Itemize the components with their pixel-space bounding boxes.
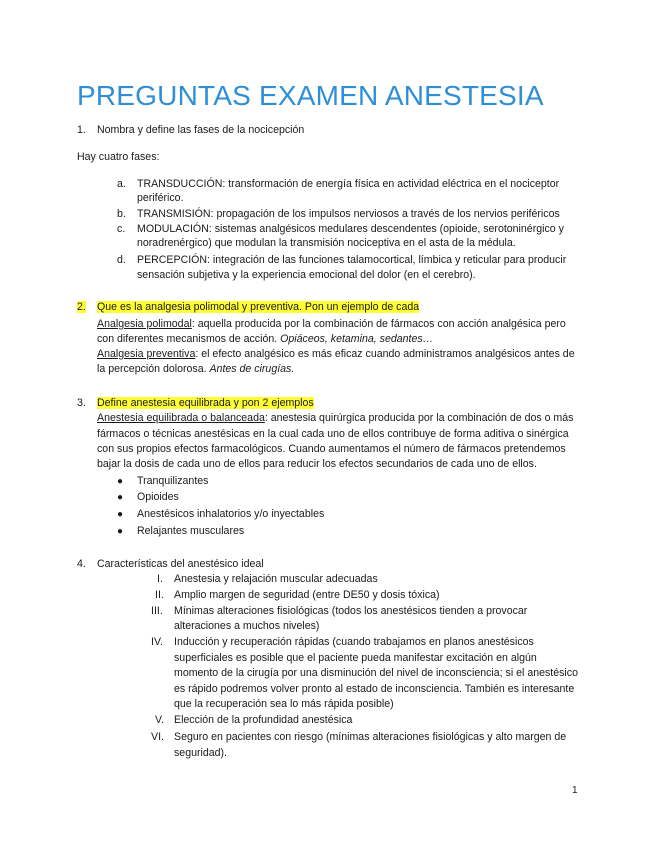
q1-item-line: TRANSMISIÓN: propagación de los impulsos nerviosos a través de los nervios periféricos xyxy=(137,208,560,220)
bullet-icon: ● xyxy=(117,492,124,503)
q2-number: 2. xyxy=(77,301,86,313)
q3-bullet-item: Relajantes musculares xyxy=(137,525,245,537)
q4-item-line: Mínimas alteraciones fisiológicas (todos los anestésicos tienden a provocar xyxy=(174,605,528,617)
q4-roman: III. xyxy=(151,605,163,617)
q2-polimodal-term: Analgesia polimodal xyxy=(97,318,192,330)
q1-item-line: PERCEPCIÓN: integración de las funciones talamocortical, límbica y reticular para producir xyxy=(137,254,567,266)
q4-item-line: Seguro en pacientes con riesgo (mínimas alteraciones fisiológicas y alto margen de xyxy=(174,731,567,743)
q3-definition-line: bajar la dosis de cada uno de ellos para reducir los efectos secundarios de cada uno de ellos. xyxy=(97,458,537,470)
q3-heading: Define anestesia equilibrada y pon 2 ejemplos xyxy=(97,397,314,409)
q2-preventiva-line2: la percepción dolorosa. Antes de cirugías. xyxy=(97,363,295,375)
q3-bullet-item: Anestésicos inhalatorios y/o inyectables xyxy=(137,508,325,520)
q1-item-letter: b. xyxy=(117,208,126,220)
page-title: PREGUNTAS EXAMEN ANESTESIA xyxy=(77,80,544,111)
q1-intro: Hay cuatro fases: xyxy=(77,151,160,163)
q2-preventiva-example: Antes de cirugías. xyxy=(209,363,295,375)
q3-bullet-item: Tranquilizantes xyxy=(137,475,209,487)
q4-item-line: es rápido podremos volver pronto al estado de inconsciencia. También es interesante xyxy=(174,683,575,695)
q4-roman: II. xyxy=(155,589,164,601)
q3-bullet-item: Opioides xyxy=(137,491,179,503)
q1-item-line: MODULACIÓN: sistemas analgésicos medulares descendentes (opioide, serotoninérgico y xyxy=(137,223,564,235)
q4-item-line: superficiales es posible que el paciente pueda manifestar excitación en algún xyxy=(174,652,537,664)
q4-item-line: seguridad). xyxy=(174,747,227,759)
q1-item-letter: c. xyxy=(117,223,126,235)
q4-item-line: Inducción y recuperación rápidas (cuando trabajamos en planos anestésicos xyxy=(174,636,534,648)
q4-item-line: que la recuperación sea lo más rápida posible) xyxy=(174,698,394,710)
q3-number: 3. xyxy=(77,397,86,409)
q4-roman: I. xyxy=(157,573,163,585)
q2-polimodal-line2: con diferentes mecanismos de acción. Opiáceos, ketamina, sedantes… xyxy=(97,333,434,345)
q1-item-letter: d. xyxy=(117,254,126,266)
q4-heading: Características del anestésico ideal xyxy=(97,558,264,570)
q4-item-line: Amplio margen de seguridad (entre DE50 y dosis tóxica) xyxy=(174,589,440,601)
q3-term: Anestesia equilibrada o balanceada xyxy=(97,412,265,424)
q3-definition-line: con sus propios efectos farmacológicos. Cuando aumentamos el número de fármacos pretendemos xyxy=(97,443,566,455)
q2-polimodal-example: Opiáceos, ketamina, sedantes… xyxy=(280,333,434,345)
q2-heading: Que es la analgesia polimodal y preventiva. Pon un ejemplo de cada xyxy=(97,301,420,313)
q1-item-line: noradrenérgico) que modulan la transmisión nociceptiva en el asta de la médula. xyxy=(137,237,516,249)
q1-item-letter: a. xyxy=(117,178,126,190)
q1-item-line: periférico. xyxy=(137,192,184,204)
q2-preventiva-term: Analgesia preventiva xyxy=(97,348,196,360)
q1-item-line: TRANSDUCCIÓN: transformación de energía física en actividad eléctrica en el nociceptor xyxy=(137,178,560,190)
page-number: 1 xyxy=(572,785,578,796)
q3-definition-line: Anestesia equilibrada o balanceada: anestesia quirúrgica producida por la combinación de dos o más xyxy=(97,412,574,424)
q3-definition-line: fármacos o técnicas anestésicas en la cual cada uno de ellos contribuye de forma aditiva o sinérgica xyxy=(97,428,569,440)
bullet-icon: ● xyxy=(117,509,124,520)
bullet-icon: ● xyxy=(117,476,124,487)
q4-roman: VI. xyxy=(151,731,164,743)
q4-roman: V. xyxy=(155,714,165,726)
bullet-icon: ● xyxy=(117,526,124,537)
q2-polimodal-line: Analgesia polimodal: aquella producida por la combinación de fármacos con acción analgésica pero xyxy=(97,318,566,330)
q4-item-line: Elección de la profundidad anestésica xyxy=(174,714,353,726)
q4-roman: IV. xyxy=(151,636,163,648)
q4-item-line: alteraciones a muchos niveles) xyxy=(174,620,320,632)
q1-item-line: sensación subjetiva y la experiencia emocional del dolor (en el cerebro). xyxy=(137,269,476,281)
q2-preventiva-line: Analgesia preventiva: el efecto analgésico es más eficaz cuando administramos analgésicos antes de xyxy=(97,348,575,360)
q4-item-line: momento de la cirugía por una disminución del nivel de inconsciencia; si el anestésico xyxy=(174,667,578,679)
q4-number: 4. xyxy=(77,558,86,570)
q1-number: 1. xyxy=(77,124,86,136)
q1-heading: Nombra y define las fases de la nocicepción xyxy=(97,124,305,136)
q4-item-line: Anestesia y relajación muscular adecuadas xyxy=(174,573,378,585)
